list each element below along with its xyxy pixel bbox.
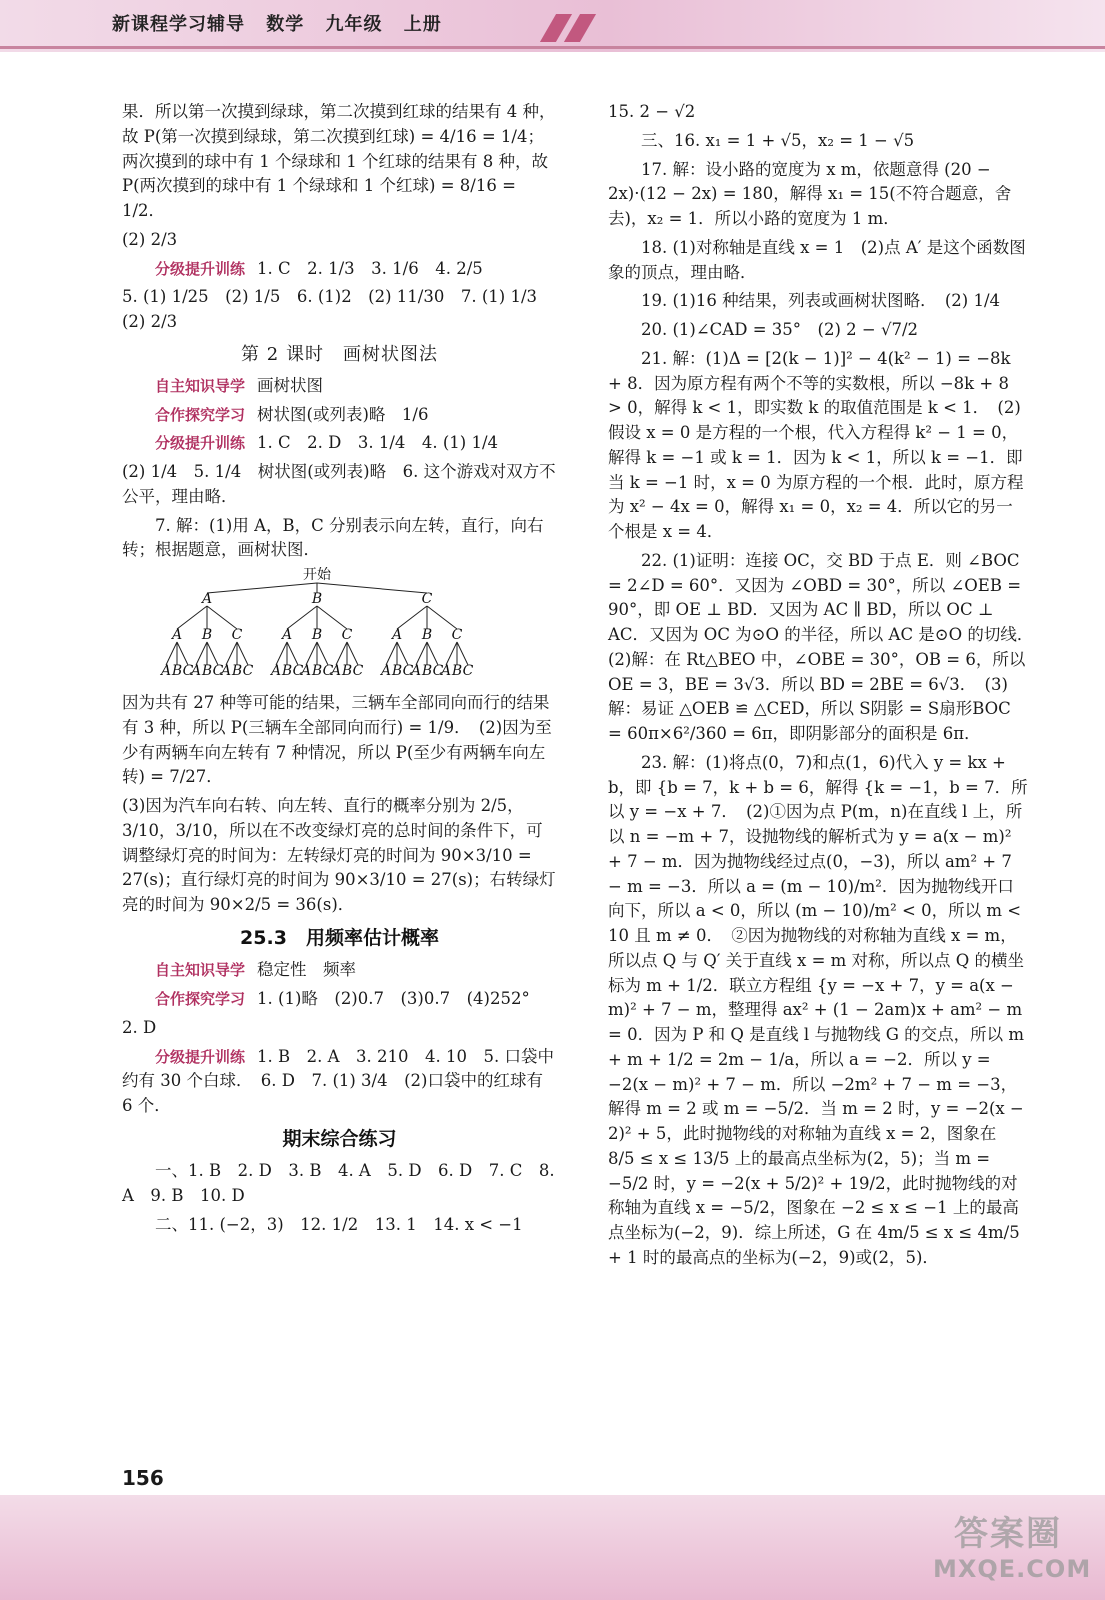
tree-leaf-label: B [421,663,433,679]
tree-branch-line [287,606,317,629]
tree-level2-label: B [201,627,213,643]
tree-leaf-label: C [182,663,194,679]
tree-leaf-label: B [311,663,323,679]
left-column [122,100,557,1242]
answer-paragraph: 22. (1)证明：连接 OC，交 BD 于点 E．则 ∠BOC = 2∠D = 60°．又因为 ∠OBD = 30°，所以 ∠OEB = 90°，即 OE ⊥ BD．又因为 AC ∥ BD，所以 OC ⊥ AC．又因为 OC 为⊙O 的半径，所以 AC 是⊙O 的切线． (2)解：在 Rt△BEO 中，∠OBE = 30°，OB = 6，所以 OE = 3，BE = 3√3．所以 BD = 2BE = 6√3． (3)解：易证 △OEB ≌ △CED，所以 S阴影 = S扇形BOC = 60π×6²/360 = 6π，即阴影部分的面积是 6π． [608,550,1042,743]
answer-line: 7. 解：(1)用 A，B，C 分别表示向左转，直行，向右转；根据题意，画树状图． [122,515,544,560]
tree-branch-line [287,642,298,665]
tree-level2-label: B [311,627,323,643]
tree-leaf-label: B [281,663,293,679]
section-label: 分级提升训练 [155,259,246,278]
tree-leaf-label: A [380,663,392,679]
answer-line: 15. 2 − √2 [608,102,696,121]
answer-line: 分级提升训练 1. C 2. 1/3 3. 1/6 4. 2/5 [155,258,483,278]
header-title: 新课程学习辅导 数学 九年级 上册 [112,14,442,35]
tree-leaf-label: A [190,663,202,679]
answer-paragraph: 23. 解：(1)将点(0，7)和点(1，6)代入 y = kx + b，即 {b = 7，k + b = 6，解得 {k = −1，b = 7．所以 y = −x + 7． (2)①因为点 P(m，n)在直线 l 上，所以 n = −m + 7，设抛物线的解析式为 y = a(x − m)² + 7 − m．因为抛物线经过点(0，−3)，所以 am² + 7 − m = −3．所以 a = (m − 10)/m²．因为抛物线开口向下，所以 a < 0，所以 (m − 10)/m² < 0，所以 m < 10 且 m ≠ 0． ②因为抛物线的对称轴为直线 x = m，所以点 Q 与 Q′ 关于直线 x = m 对称，所以点 Q 的横坐标为 m + 1/2．联立方程组 {y = −x + 7，y = a(x − m)² + 7 − m，整理得 ax² + (1 − 2am)x + am² − m = 0．因为 P 和 Q 是直线 l 与抛物线 G 的交点，所以 m + m + 1/2 = 2m − 1/a，所以 a = −2．所以 y = −2(x − m)² + 7 − m．所以 −2m² + 7 − m = −3，解得 m = 2 或 m = −5/2．当 m = 2 时，y = −2(x − 2)² + 5，此时抛物线的对称轴为直线 x = 2，图象在 8/5 ≤ x ≤ 13/5 上的最高点坐标为(2，5)；当 m = −5/2 时，y = −2(x + 5/2)² + 19/2，此时抛物线的对称轴为直线 x = −5/2，图象在 −2 ≤ x ≤ −1 上的最高点坐标为(−2，9)．综上所述，G 在 4m/5 ≤ x ≤ 4m/5 + 1 时的最高点的坐标为(−2，9)或(2，5)． [608,752,1028,1267]
tree-leaf-label: C [432,663,444,679]
answer-line: 三、16. x₁ = 1 + √5，x₂ = 1 − √5 [641,130,915,150]
tree-branch-line [427,606,457,629]
tree-branch-line [237,642,248,665]
answer-line: 二、11. (−2，3) 12. 1/2 13. 1 14. x < −1 [155,1214,523,1234]
answer-line: 自主知识导学 画树状图 [155,375,324,395]
tree-leaf-label: B [451,663,463,679]
tree-branch-line [397,606,427,629]
tree-leaf-label: A [410,663,422,679]
tree-level2-label: C [231,627,243,643]
tree-branch-line [207,606,237,629]
tree-leaf-label: B [171,663,183,679]
tree-leaf-label: C [462,663,474,679]
tree-leaf-label: C [322,663,334,679]
lesson-heading: 第 2 课时 画树状图法 [241,343,438,365]
tree-branch-line [166,642,177,665]
answer-line: 合作探究学习 树状图(或列表)略 1/6 [155,404,429,424]
tree-branch-line [336,642,347,665]
tree-branch-line [317,583,427,593]
tree-leaf-label: C [242,663,254,679]
tree-branch-line [416,642,427,665]
answer-line: 分级提升训练 1. B 2. A 3. 210 4. 10 5. 口袋中约有 30 个白球． 6. D 7. (1) 3/4 (2)口袋中的红球有 6 个． [122,1046,554,1115]
tree-level1-label: B [311,591,323,607]
tree-branch-line [386,642,397,665]
tree-branch-line [177,642,188,665]
tree-leaf-label: A [160,663,172,679]
tree-branch-line [347,642,358,665]
tree-root-label: 开始 [303,567,331,583]
tree-branch-line [317,642,328,665]
tree-diagram [152,567,482,685]
tree-leaf-label: A [220,663,232,679]
answer-line: 19. (1)16 种结果，列表或画树状图略． (2) 1/4 [641,291,1001,311]
tree-leaf-label: A [270,663,282,679]
watermark-logo: 答案圈 MXQE.COM [933,1514,1092,1583]
tree-leaf-label: C [292,663,304,679]
tree-branch-line [207,583,317,593]
tree-branch-line [457,642,468,665]
right-column [608,100,1042,1275]
tree-leaf-label: B [341,663,353,679]
tree-level2-label: A [391,627,403,643]
tree-leaf-label: C [212,663,224,679]
section-label: 合作探究学习 [155,405,246,424]
answer-paragraph: 21. 解：(1)Δ = [2(k − 1)]² − 4(k² − 1) = −8k + 8．因为原方程有两个不等的实数根，所以 −8k + 8 > 0，解得 k < 1，即实数 k 的取值范围是 k < 1． (2)假设 x = 0 是方程的一个根，代入方程得 k² − 1 = 0，解得 k = −1 或 k = 1．因为 k < 1，所以 k = −1．即当 k = −1 时，x = 0 为原方程的一个根．此时，原方程为 x² − 4x = 0，解得 x₁ = 0，x₂ = 4．所以它的另一个根是 x = 4． [608,348,1024,541]
answer-line: 合作探究学习 1. (1)略 (2)0.7 (3)0.7 (4)252° [155,989,530,1008]
answer-paragraph: 18. (1)对称轴是直线 x = 1 (2)点 A′ 是这个函数图象的顶点，理由略． [608,237,1026,282]
header-rule [0,46,1105,49]
tree-level2-label: A [171,627,183,643]
section-label: 合作探究学习 [155,990,246,1008]
tree-branch-line [276,642,287,665]
tree-branches [159,583,474,679]
tree-level2-label: B [421,627,433,643]
tree-leaf-label: C [352,663,364,679]
tree-branch-line [397,642,408,665]
answer-line: 一、1. B 2. D 3. B 4. A 5. D 6. D 7. C 8. A 9. B 10. D [122,1161,555,1205]
answer-line: 自主知识导学 稳定性 频率 [155,960,357,980]
tree-leaf-label: A [330,663,342,679]
answer-line: 5. (1) 1/25 (2) 1/5 6. (1)2 (2) 11/30 7. (1) 1/3 (2) 2/3 [122,287,554,331]
tree-branch-line [196,642,207,665]
page-number: 156 [122,1466,164,1490]
answer-line: (2) 2/3 [122,229,178,249]
tree-level2-label: A [281,627,293,643]
tree-branch-line [226,642,237,665]
answer-line: (2) 1/4 5. 1/4 树状图(或列表)略 6. 这个游戏对双方不公平，理由略． [122,462,556,506]
section-label: 分级提升训练 [155,434,246,453]
tree-leaf-label: B [201,663,213,679]
section-heading: 25.3 用频率估计概率 [240,926,439,949]
tree-leaf-label: B [231,663,243,679]
answer-paragraph: (3)因为汽车向右转、向左转、直行的概率分别为 2/5，3/10，3/10，所以在不改变绿灯亮的总时间的条件下，可调整绿灯亮的时间为：左转绿灯亮的时间为 90×3/10 = 27(s)；直行绿灯亮的时间为 90×3/10 = 27(s)；右转绿灯亮的时间为 90×2/5 = 36(s)． [122,796,556,914]
tree-leaf-label: C [402,663,414,679]
answer-paragraph: 因为共有 27 种等可能的结果，三辆车全部同向而行的结果有 3 种，所以 P(三辆车全部同向而行) = 1/9． (2)因为至少有两辆车向左转有 7 种情况，所以 P(至少有两辆车向左转) = 7/27． [122,693,552,787]
final-review-heading: 期末综合练习 [282,1127,397,1150]
tree-branch-line [177,606,207,629]
section-label: 分级提升训练 [155,1047,246,1066]
tree-level1-label: A [201,591,213,607]
section-label: 自主知识导学 [155,961,246,980]
tree-level2-label: C [341,627,353,643]
tree-level2-label: C [451,627,463,643]
section-label: 自主知识导学 [155,376,246,395]
tree-leaf-label: B [391,663,403,679]
tree-branch-line [427,642,438,665]
answer-line: 分级提升训练 1. C 2. D 3. 1/4 4. (1) 1/4 [155,433,499,453]
tree-branch-line [207,642,218,665]
tree-level1-label: C [421,591,433,607]
tree-leaf-label: A [440,663,452,679]
tree-branch-line [446,642,457,665]
tree-leaf-label: A [300,663,312,679]
tree-branch-line [306,642,317,665]
answer-line: 20. (1)∠CAD = 35° (2) 2 − √7/2 [641,320,919,339]
answer-line: 2. D [122,1017,157,1037]
tree-branch-line [317,606,347,629]
answer-paragraph: 果．所以第一次摸到绿球，第二次摸到红球的结果有 4 种，故 P(第一次摸到绿球，第二次摸到红球) = 4/16 = 1/4；两次摸到的球中有 1 个绿球和 1 个红球的结果有 8 种，故 P(两次摸到的球中有 1 个绿球和 1 个红球) = 8/16 = 1/2． [122,102,556,220]
answer-paragraph: 17. 解：设小路的宽度为 x m，依题意得 (20 − 2x)·(12 − 2x) = 180，解得 x₁ = 15(不符合题意，舍去)，x₂ = 1．所以小路的宽度为 1 m． [608,159,1012,228]
